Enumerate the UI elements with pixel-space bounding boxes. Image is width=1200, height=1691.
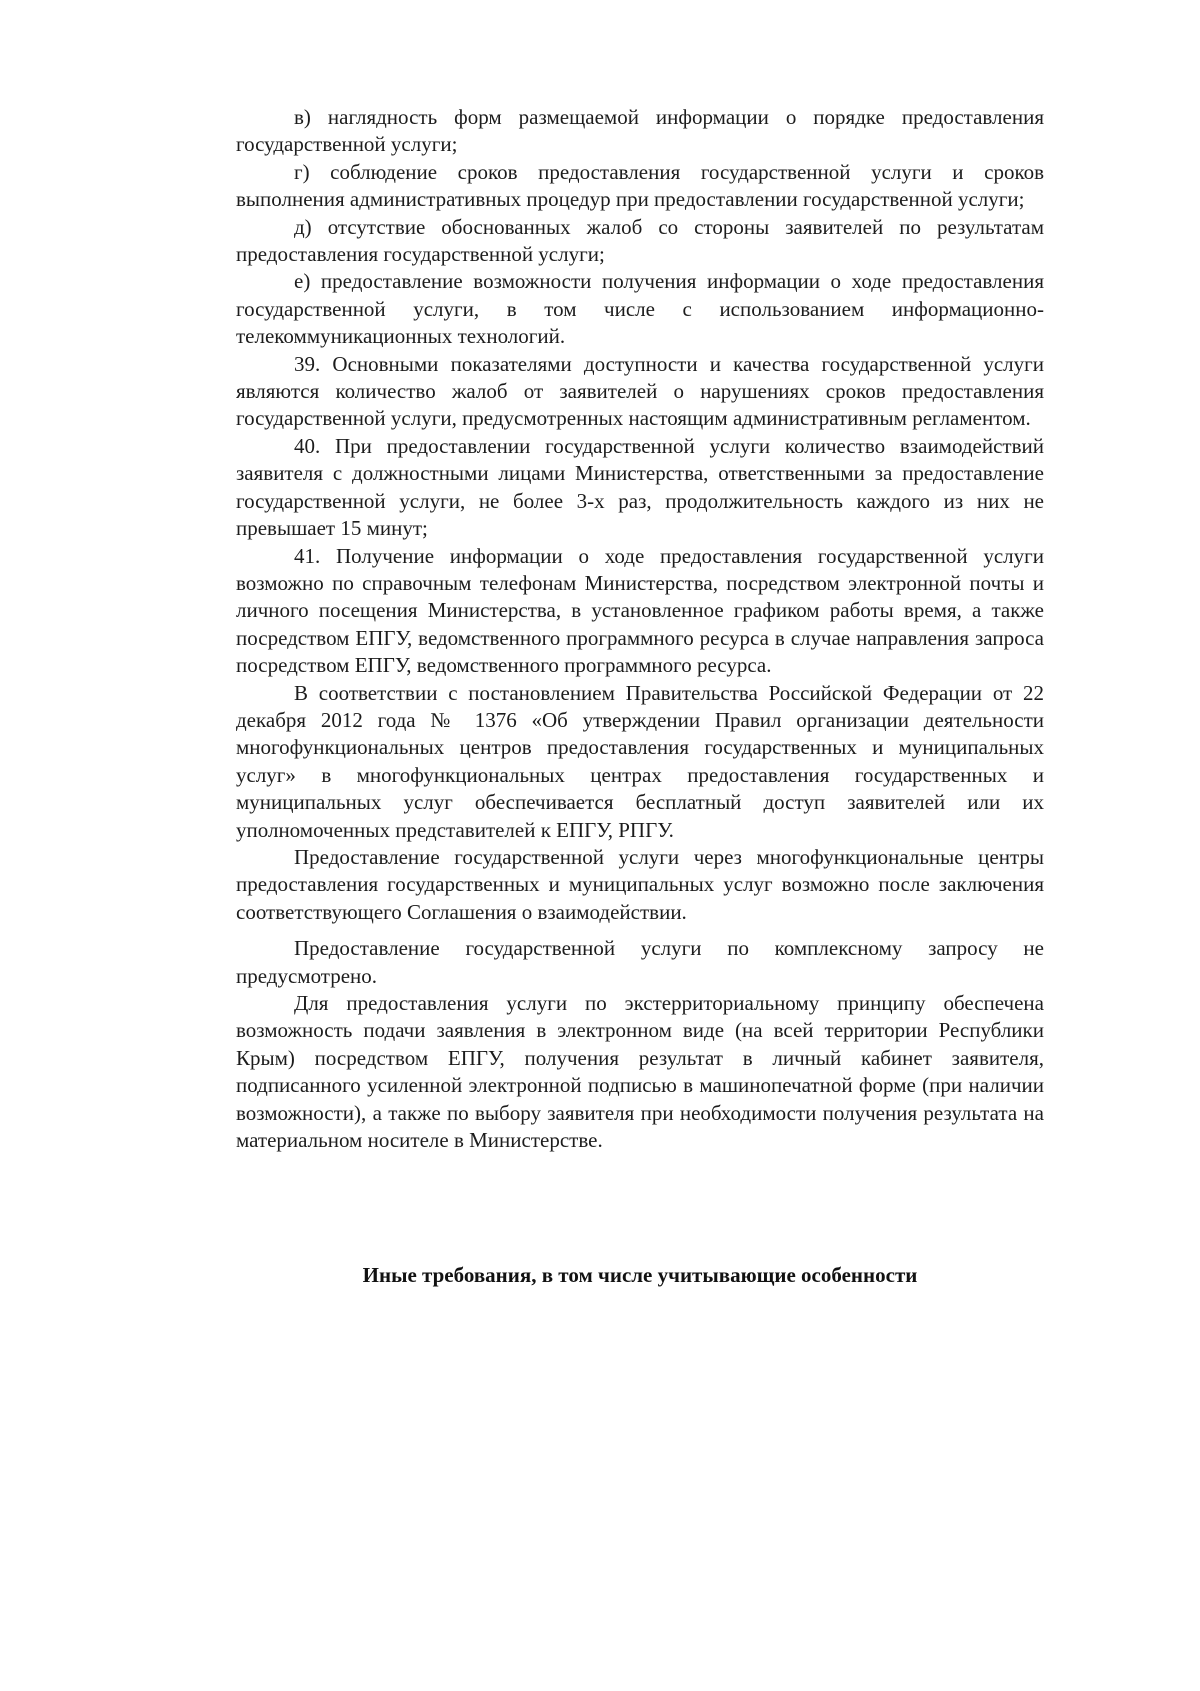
paragraph-item-g: г) соблюдение сроков предоставления государственной услуги и сроков выполнения административных процедур при предоставлении государственной услуги; <box>236 159 1044 212</box>
paragraph-40: 40. При предоставлении государственной услуги количество взаимодействий заявителя с должностными лицами Министерства, ответственными за предоставление государственной услуги, не более 3-х раз, продолжительность каждого из них не превышает 15 минут; <box>236 433 1044 541</box>
paragraph-mfc-access: В соответствии с постановлением Правительства Российской Федерации от 22 декабря 2012 года № 1376 «Об утверждении Правил организации деятельности многофункциональных центров предоставления государственных и муниципальных услуг» в многофункциональных центрах предоставления государственных и муниципальных услуг обеспечивается бесплатный доступ заявителей или их уполномоченных представителей к ЕПГУ, РПГУ. <box>236 680 1044 842</box>
paragraph-item-d: д) отсутствие обоснованных жалоб со стороны заявителей по результатам предоставления государственной услуги; <box>236 214 1044 267</box>
paragraph-mfc-agreement: Предоставление государственной услуги через многофункциональные центры предоставления государственных и муниципальных услуг возможно после заключения соответствующего Соглашения о взаимодействии. <box>236 844 1044 924</box>
paragraph-39: 39. Основными показателями доступности и качества государственной услуги являются количество жалоб от заявителей о нарушениях сроков предоставления государственной услуги, предусмотренных настоящим административным регламентом. <box>236 351 1044 431</box>
paragraph-complex-request: Предоставление государственной услуги по комплексному запросу не предусмотрено. <box>236 936 1044 988</box>
paragraph-41: 41. Получение информации о ходе предоставления государственной услуги возможно по справочным телефонам Министерства, посредством электронной почты и личного посещения Министерства, в установленное графиком работы время, а также посредством ЕПГУ, ведомственного программного ресурса в случае направления запроса посредством ЕПГУ, ведомственного программного ресурса. <box>236 543 1044 678</box>
document-body <box>236 104 1044 1154</box>
paragraph-item-e: е) предоставление возможности получения информации о ходе предоставления государственной услуги, в том числе с использованием информационно-телекоммуникационных технологий. <box>236 269 1044 349</box>
paragraph-item-v: в) наглядность форм размещаемой информации о порядке предоставления государственной услуги; <box>236 105 1044 157</box>
section-heading: Иные требования, в том числе учитывающие особенности <box>362 1263 918 1287</box>
paragraph-extraterritorial: Для предоставления услуги по экстерриториальному принципу обеспечена возможность подачи заявления в электронном виде (на всей территории Республики Крым) посредством ЕПГУ, получения результат в личный кабинет заявителя, подписанного усиленной электронной подписью в машинопечатной форме (при наличии возможности), а также по выбору заявителя при необходимости получения результата на материальном носителе в Министерстве. <box>236 991 1044 1153</box>
